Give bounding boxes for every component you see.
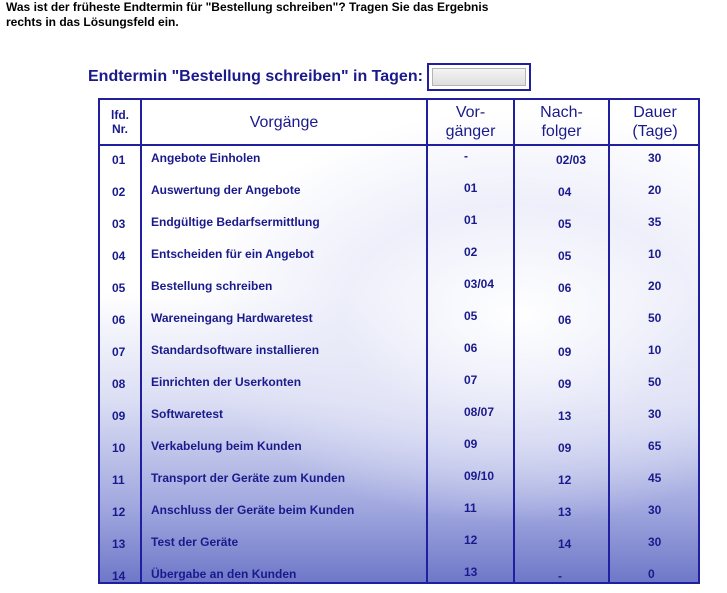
cell-vorgaenger: 08/07: [464, 405, 495, 419]
table-row: [100, 535, 700, 567]
cell-nachfolger: 09: [558, 345, 572, 359]
cell-nr: 14: [112, 569, 126, 583]
cell-nr: 03: [112, 217, 126, 231]
cell-vorgaenger: 01: [464, 181, 478, 195]
table-row: [100, 151, 700, 183]
cell-vorgang: Einrichten der Userkonten: [151, 375, 302, 389]
cell-vorgaenger: 06: [464, 341, 478, 355]
cell-dauer: 30: [648, 151, 662, 165]
cell-vorgang: Softwaretest: [151, 407, 224, 421]
table-row: [100, 279, 700, 311]
cell-vorgang: Entscheiden für ein Angebot: [151, 247, 314, 261]
table-row: [100, 247, 700, 279]
cell-vorgaenger: 07: [464, 373, 478, 387]
cell-dauer: 35: [648, 215, 662, 229]
cell-nr: 04: [112, 249, 126, 263]
cell-dauer: 20: [648, 183, 662, 197]
cell-dauer: 50: [648, 375, 662, 389]
cell-vorgang: Bestellung schreiben: [151, 279, 273, 293]
cell-nr: 10: [112, 441, 126, 455]
cell-nachfolger: -: [558, 569, 562, 583]
header-vorgaenger: Vor- gänger: [445, 104, 496, 140]
cell-nr: 09: [112, 409, 126, 423]
cell-vorgaenger: 05: [464, 309, 478, 323]
cell-dauer: 30: [648, 535, 662, 549]
cell-dauer: 20: [648, 279, 662, 293]
cell-nr: 01: [112, 153, 126, 167]
cell-vorgaenger: -: [464, 149, 468, 163]
cell-vorgaenger: 03/04: [464, 277, 495, 291]
cell-dauer: 10: [648, 247, 662, 261]
cell-nachfolger: 09: [558, 377, 572, 391]
cell-vorgang: Endgültige Bedarfsermittlung: [151, 215, 320, 229]
header-divider: [100, 144, 698, 146]
cell-nachfolger: 06: [558, 313, 572, 327]
cell-vorgaenger: 01: [464, 213, 478, 227]
cell-nachfolger: 14: [558, 537, 572, 551]
cell-vorgang: Anschluss der Geräte beim Kunden: [151, 503, 355, 517]
table-row: [100, 375, 700, 407]
process-table: [98, 98, 700, 584]
cell-dauer: 45: [648, 471, 662, 485]
cell-vorgang: Verkabelung beim Kunden: [151, 439, 302, 453]
cell-nachfolger: 04: [558, 185, 572, 199]
cell-nr: 11: [112, 473, 125, 487]
cell-nachfolger: 02/03: [556, 153, 587, 167]
cell-vorgang: Übergabe an den Kunden: [151, 567, 297, 581]
table-row: [100, 343, 700, 375]
answer-label: Endtermin "Bestellung schreiben" in Tagen:: [88, 68, 423, 85]
cell-vorgang: Auswertung der Angebote: [151, 183, 301, 197]
cell-dauer: 0: [648, 567, 655, 581]
table-row: [100, 407, 700, 439]
cell-vorgang: Wareneingang Hardwaretest: [151, 311, 313, 325]
cell-vorgang: Standardsoftware installieren: [151, 343, 320, 357]
cell-vorgaenger: 12: [464, 533, 478, 547]
cell-vorgaenger: 11: [464, 501, 477, 515]
table-row: [100, 183, 700, 215]
table-row: [100, 567, 700, 584]
cell-vorgaenger: 09/10: [464, 469, 495, 483]
header-nr: lfd. Nr.: [111, 108, 129, 136]
answer-field-frame: [427, 63, 531, 91]
cell-dauer: 30: [648, 503, 662, 517]
cell-nr: 12: [112, 505, 126, 519]
cell-nr: 07: [112, 345, 126, 359]
answer-input[interactable]: [432, 68, 526, 86]
cell-dauer: 50: [648, 311, 662, 325]
cell-nachfolger: 05: [558, 217, 572, 231]
table-row: [100, 311, 700, 343]
cell-dauer: 30: [648, 407, 662, 421]
cell-vorgaenger: 02: [464, 245, 478, 259]
cell-nachfolger: 13: [558, 505, 572, 519]
cell-vorgang: Angebote Einholen: [151, 151, 261, 165]
table-row: [100, 503, 700, 535]
cell-vorgang: Test der Geräte: [151, 535, 239, 549]
cell-dauer: 65: [648, 439, 662, 453]
cell-nr: 06: [112, 313, 126, 327]
cell-nr: 08: [112, 377, 126, 391]
cell-vorgang: Transport der Geräte zum Kunden: [151, 471, 346, 485]
cell-nachfolger: 05: [558, 249, 572, 263]
cell-vorgaenger: 13: [464, 565, 478, 579]
table-row: [100, 439, 700, 471]
cell-nachfolger: 06: [558, 281, 572, 295]
cell-dauer: 10: [648, 343, 662, 357]
cell-nr: 13: [112, 537, 126, 551]
header-nachfolger: Nach- folger: [540, 104, 583, 140]
task-question: Was ist der früheste Endtermin für "Bestellung schreiben"? Tragen Sie das Ergebnis rechts in das Lösungsfeld ein.: [6, 0, 489, 29]
header-dauer: Dauer (Tage): [632, 104, 678, 140]
header-vorgaenge: Vorgänge: [249, 113, 319, 131]
cell-vorgaenger: 09: [464, 437, 478, 451]
cell-nachfolger: 12: [558, 473, 572, 487]
cell-nr: 05: [112, 281, 126, 295]
cell-nachfolger: 13: [558, 409, 572, 423]
answer-row: [88, 62, 531, 92]
table-row: [100, 471, 700, 503]
cell-nachfolger: 09: [558, 441, 572, 455]
cell-nr: 02: [112, 185, 126, 199]
table-row: [100, 215, 700, 247]
